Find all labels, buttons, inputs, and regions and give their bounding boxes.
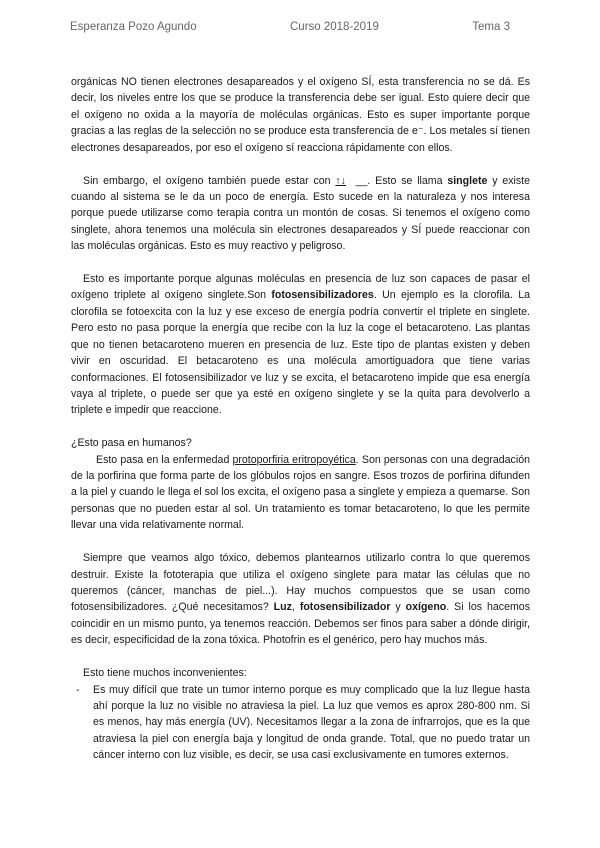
term-oxigeno: oxígeno bbox=[405, 601, 447, 614]
term-singlete: singlete bbox=[447, 174, 488, 187]
question-heading: ¿Esto pasa en humanos? bbox=[71, 437, 192, 450]
paragraph-5: Siempre que veamos algo tóxico, debemos plantearnos utilizarlo contra lo que queremos destruir. Existe la fototerapia que utiliza el oxígeno singlete para matar las células que no queremos (cáncer, manchas de piel...). Hay muchos compuestos que se usan como fotosensibilizadores. ¿Qué necesitamos? Luz, fotosensibilizador y oxígeno. Si los hacemos coincidir en un mismo punto, ya tenemos reacción. Debemos ser finos para saber a dónde dirigir, es decir, especificidad de la zona tóxica. Photofrin es el genérico, pero hay muchos más. bbox=[71, 552, 530, 647]
list-intro: Esto tiene muchos inconvenientes: bbox=[83, 667, 247, 680]
term-fotosensibilizadores: fotosensibilizadores bbox=[271, 289, 374, 302]
paragraph-4: Esto pasa en la enfermedad protoporfiria eritropoyética. Son personas con una degradación de la porfirina que forma parte de los glóbulos rojos en sangre. Esos trozos de porfirina difunden a la piel y cuando le llega el sol los excita, el oxígeno pasa a singlete y empieza a quemarse. Son personas que no pueden estar al sol. Un tratamiento es tomar betacaroteno, lo que les permite llevar una vida relativamente normal. bbox=[71, 453, 530, 532]
list-item: - Es muy difícil que trate un tumor interno porque es muy complicado que la luz llegue hasta ahí porque la luz no visible no atraviesa la piel. La luz que vemos es aprox 280-800 nm. Si es menos, hay más energía (UV). Necesitamos llegar a la zona de infrarrojos, que es la que atraviesa la piel con energía baja y longitud de onda grande. Total, que no puedo tratar un cáncer interno con luz visible, es decir, se usa casi exclusivamente en tumores externos. bbox=[71, 682, 530, 764]
document-body bbox=[71, 74, 530, 764]
paragraph-3: Esto es importante porque algunas moléculas en presencia de luz son capaces de pasar el oxígeno triplete al oxígeno singlete.Son fotosensibilizadores. Un ejemplo es la clorofila. La clorofila se fotoexcita con la luz y ese exceso de energía podría convertir el triplete en singlete. Pero esto no pasa porque la energía que recibe con la luz la coge el betacaroteno. Las plantas que no tienen betacaroteno mueren en presencia de luz. Este tipo de plantas existen y deben vivir en oscuridad. El betacaroteno es una molécula amortiguadora que tiene varias conformaciones. El fotosensibilizador ve luz y se excita, el betacaroteno impide que esa energía vaya al triplete, o puede ser que ya esté en oxígeno singlete y se la quita para devolverlo a triplete e impedir que reaccione. bbox=[71, 273, 530, 417]
paragraph-2: Sin embargo, el oxígeno también puede estar con ↑↓ __. Esto se llama singlete y existe cuando al sistema se le da un poco de energía. Esto sucede en la naturaleza y nos interesa porque puede utilizarse como terapia contra un montón de cosas. Si tenemos el oxígeno como singlete, ahora tenemos una molécula sin electrones desapareados y SÍ puede reaccionar con las moléculas orgánicas. Esto es muy reactivo y peligroso. bbox=[71, 174, 531, 253]
orbital-arrows: ↑↓ bbox=[335, 174, 346, 187]
orbital-blank: __ bbox=[355, 174, 368, 187]
header-topic: Tema 3 bbox=[472, 21, 510, 33]
inconvenience-list bbox=[71, 682, 530, 764]
paragraph-1: orgánicas NO tienen electrones desapareados y el oxígeno SÍ, esta transferencia no se dá. Es decir, los niveles entre los que se produce la transferencia debe ser igual. Esto quiere decir que el oxígeno no oxida a la mayoría de moléculas orgánicas. Esto es super importante porque gracias a las reglas de la selección no se produce esta transferencia de e⁻. Los metales sí tienen electrones desapareados, por eso el oxígeno sí reacciona rápidamente con ellos. bbox=[71, 76, 530, 154]
header-course: Curso 2018-2019 bbox=[290, 21, 379, 33]
term-luz: Luz bbox=[273, 601, 292, 614]
term-fotosensibilizador: fotosensibilizador bbox=[299, 601, 391, 614]
disease-name: protoporfiria eritropoyética bbox=[232, 453, 356, 466]
page-header bbox=[70, 21, 510, 33]
header-author: Esperanza Pozo Agundo bbox=[70, 21, 197, 33]
